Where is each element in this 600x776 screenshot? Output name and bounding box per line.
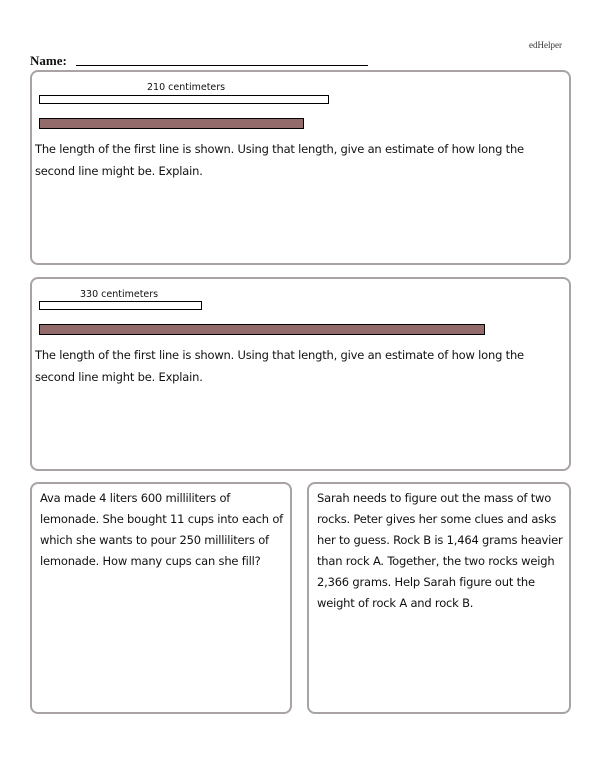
name-label: Name: [30, 53, 67, 68]
word-problem-box-1 [30, 482, 292, 714]
word-problem-text: Ava made 4 liters 600 milliliters of lemonade. She bought 11 cups into each of which she wants to pour 250 milliliters of lemonade. How many cups can she fill? [40, 491, 284, 568]
word-problem-box-2 [307, 482, 571, 714]
problem-box-1 [30, 70, 571, 265]
known-line [39, 95, 329, 104]
question-text: The length of the first line is shown. Using that length, give an estimate of how long the second line might be. Explain. [35, 348, 524, 384]
word-problem-text: Sarah needs to figure out the mass of two rocks. Peter gives her some clues and asks her to guess. Rock B is 1,464 grams heavier than rock A. Together, the two rocks weigh 2,366 grams. Help Sarah figure out the weight of rock A and rock B. [317, 491, 563, 610]
name-line [76, 65, 368, 66]
estimate-line [39, 118, 304, 129]
problem-box-2 [30, 277, 571, 471]
known-length-label: 210 centimeters [147, 82, 226, 93]
question-text: The length of the first line is shown. Using that length, give an estimate of how long the second line might be. Explain. [35, 142, 524, 178]
known-line [39, 301, 202, 310]
estimate-line [39, 324, 485, 335]
brand-label: edHelper [529, 40, 562, 50]
known-length-label: 330 centimeters [80, 289, 159, 300]
